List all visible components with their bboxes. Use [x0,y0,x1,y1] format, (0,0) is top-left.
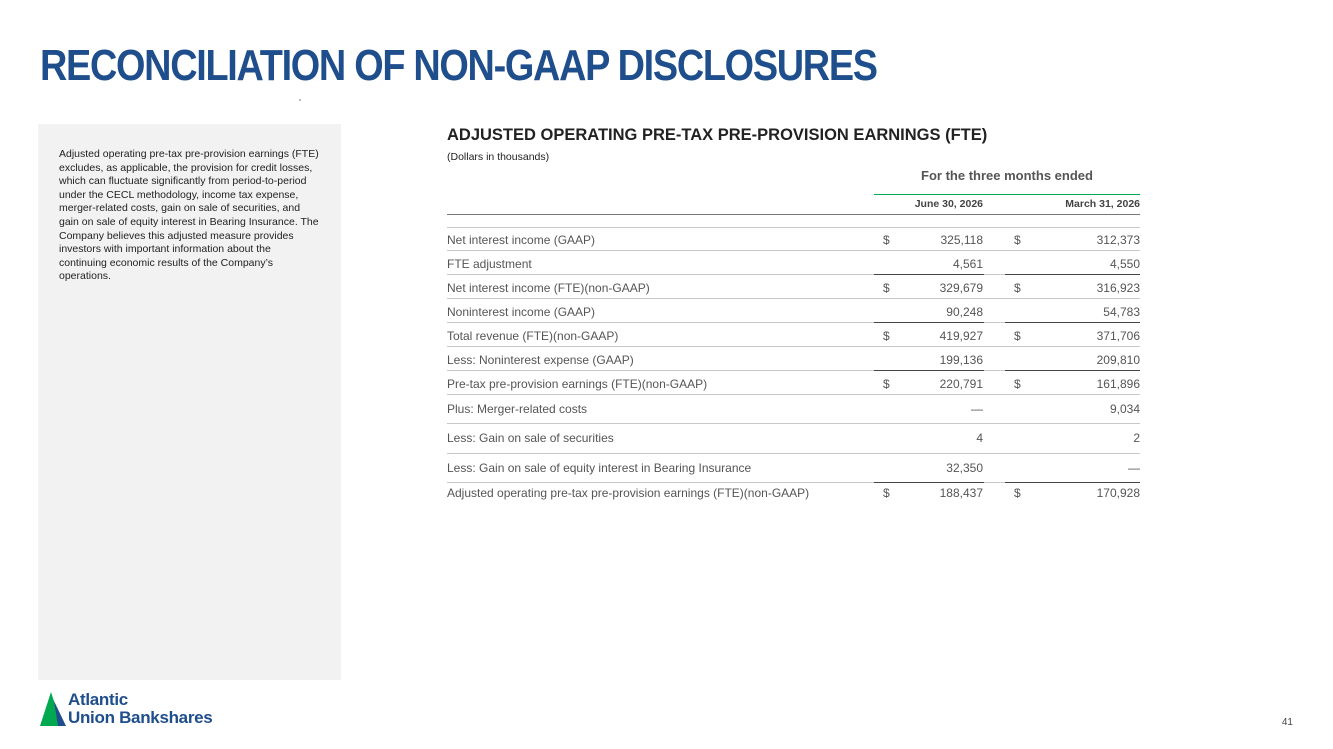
row-label: Net interest income (FTE)(non-GAAP) [447,281,650,295]
value-june-2026: 32,350 [946,461,983,475]
table-row [447,298,1140,323]
title-underline-dot [299,99,301,101]
subtotal-rule [1005,370,1140,371]
value-march-2026: 371,706 [1096,329,1140,343]
value-march-2026: 312,373 [1096,233,1140,247]
subtotal-rule [874,370,984,371]
table-row [447,453,1140,479]
value-june-2026: 4 [976,431,983,445]
row-label: Less: Gain on sale of equity interest in Bearing Insurance [447,461,752,475]
dollar-sign: $ [883,329,890,343]
description-panel [38,124,341,680]
table-row [447,227,1140,251]
dollar-sign: $ [883,233,890,247]
row-label: Noninterest income (GAAP) [447,305,596,319]
row-label: Net interest income (GAAP) [447,233,596,247]
value-march-2026: 54,783 [1103,305,1140,319]
table-row [447,346,1140,371]
value-march-2026: 9,034 [1109,402,1140,416]
row-label: Less: Gain on sale of securities [447,431,614,445]
column-header-june-2026: June 30, 2026 [914,198,983,210]
row-label: FTE adjustment [447,257,532,271]
row-label: Less: Noninterest expense (GAAP) [447,353,634,367]
value-march-2026: 4,550 [1109,257,1140,271]
value-june-2026: 90,248 [946,305,983,319]
dollar-sign: $ [1014,377,1021,391]
subtotal-rule [874,274,984,275]
description-text: Adjusted operating pre-tax pre-provision earnings (FTE) excludes, as applicable, the provision for credit losses, which can fluctuate significantly from period-to-period under the CECL methodology, income tax expense, merger-related costs, gain on sale of securities, and gain on sale of equity interest in Bearing Insurance. The Company believes this adjusted measure provides investors with important information about the continuing economic results of the Company’s operations. [59,148,319,283]
table-row [447,250,1140,275]
value-june-2026: 419,927 [939,329,983,343]
page-title: RECONCILIATION OF NON-GAAP DISCLOSURES [40,41,877,90]
logo-mark-icon [40,692,66,726]
dollar-sign: $ [1014,281,1021,295]
subtotal-rule [874,322,984,323]
table-row [447,370,1140,395]
row-label: Plus: Merger-related costs [447,402,588,416]
value-march-2026: 316,923 [1096,281,1140,295]
value-march-2026: — [1128,461,1140,475]
dollar-sign: $ [1014,329,1021,343]
logo-text-line1: Atlantic [68,690,128,709]
subtotal-rule [1005,322,1140,323]
table-row [447,482,1140,504]
value-march-2026: 2 [1133,431,1140,445]
period-header-rule [874,194,1140,195]
table-row [447,274,1140,299]
dollar-sign: $ [1014,233,1021,247]
value-june-2026: 220,791 [939,377,983,391]
header-rule [447,214,1140,215]
value-june-2026: 329,679 [939,281,983,295]
dollar-sign: $ [883,281,890,295]
value-june-2026: — [971,402,983,416]
subtotal-rule [874,482,984,483]
period-header: For the three months ended [921,168,1093,183]
value-march-2026: 209,810 [1096,353,1140,367]
value-june-2026: 4,561 [952,257,983,271]
subtotal-rule [1005,274,1140,275]
row-label: Pre-tax pre-provision earnings (FTE)(non-GAAP) [447,377,708,391]
row-label: Total revenue (FTE)(non-GAAP) [447,329,619,343]
value-june-2026: 325,118 [940,233,983,247]
table-row [447,423,1140,449]
value-march-2026: 161,896 [1096,377,1140,391]
table-title: ADJUSTED OPERATING PRE-TAX PRE-PROVISION EARNINGS (FTE) [447,126,988,144]
logo-text-line2: Union Bankshares [68,708,213,727]
subtotal-rule [1005,482,1140,483]
row-label: Adjusted operating pre-tax pre-provision earnings (FTE)(non-GAAP) [447,486,810,500]
column-header-march-2026: March 31, 2026 [1065,198,1140,210]
value-june-2026: 199,136 [939,353,983,367]
page-number: 41 [1281,717,1293,728]
dollar-sign: $ [883,377,890,391]
table-row [447,322,1140,347]
company-logo [38,690,268,730]
dollar-sign: $ [883,486,890,500]
table-row [447,394,1140,420]
dollar-sign: $ [1014,486,1021,500]
table-subtitle: (Dollars in thousands) [447,151,550,163]
value-june-2026: 188,437 [939,486,983,500]
value-march-2026: 170,928 [1096,486,1140,500]
